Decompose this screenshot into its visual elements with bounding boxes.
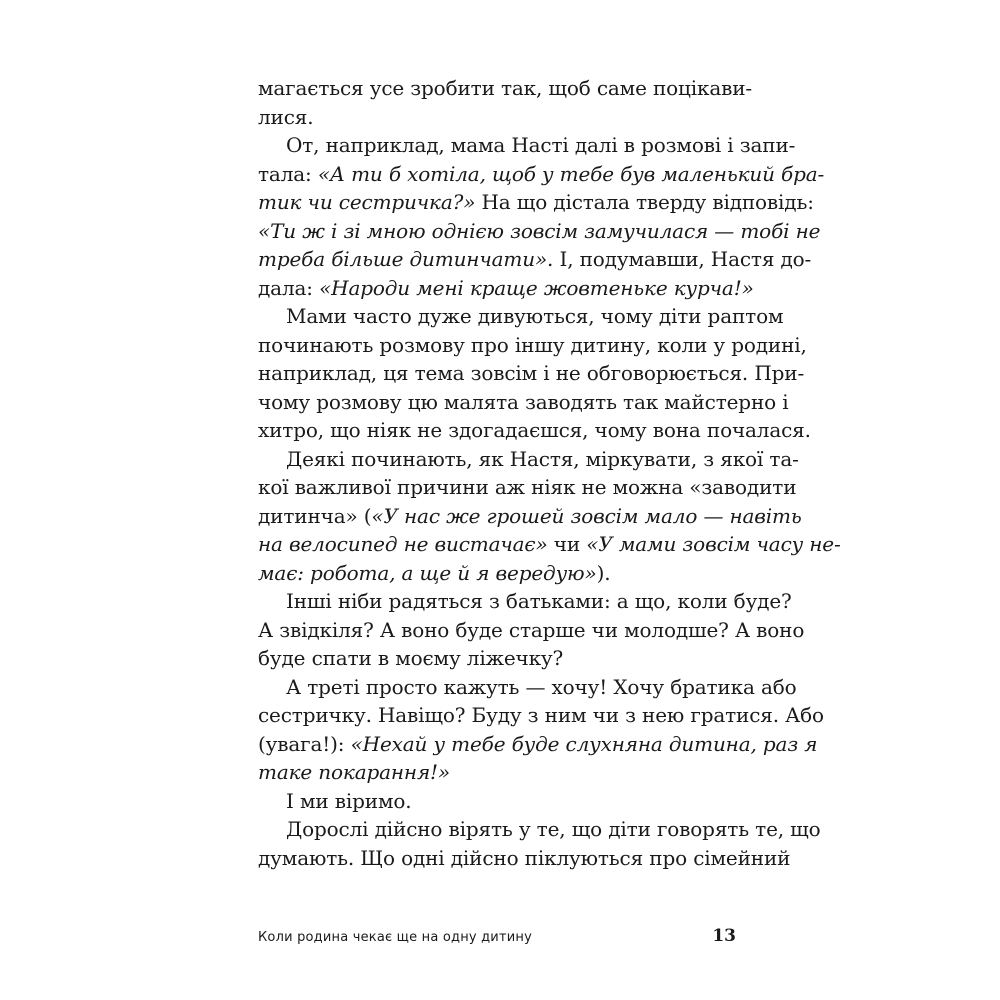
- italic-quote-text: треба більше дитинчати»: [258, 247, 548, 271]
- text-segment: Мами часто дуже дивуються, чому діти раптом: [286, 304, 784, 328]
- text-line: [258, 359, 805, 387]
- italic-quote-text: таке покарання!»: [258, 760, 451, 784]
- text-segment: . І, подумавши, Настя до-: [547, 247, 812, 271]
- text-segment: На що дістала тверду відповідь:: [475, 190, 814, 214]
- italic-quote-text: «У мами зовсім часу не-: [586, 532, 841, 556]
- text-line: [258, 274, 754, 302]
- text-line: [258, 217, 821, 245]
- italic-quote-text: тик чи сестричка?»: [258, 190, 476, 214]
- text-line: [258, 160, 825, 188]
- text-line: [258, 445, 799, 473]
- text-segment: буде спати в моєму ліжечку?: [258, 646, 564, 670]
- text-line: [258, 673, 797, 701]
- text-segment: починають розмову про іншу дитину, коли у родині,: [258, 332, 807, 357]
- text-segment: От, наприклад, мама Насті далі в розмові і запи-: [286, 133, 796, 157]
- text-segment: Деякі починають, як Настя, міркувати, з якої та-: [286, 446, 799, 471]
- text-segment: хитро, що ніяк не здогадаєшся, чому вона почалася.: [258, 418, 811, 442]
- text-line: [258, 388, 789, 416]
- text-segment: дала:: [258, 275, 320, 300]
- text-segment: Інші ніби радяться з батьками: а що, коли буде?: [286, 589, 792, 613]
- text-segment: магається усе зробити так, щоб саме поцікави-: [258, 76, 753, 100]
- text-line: [258, 331, 807, 359]
- text-line: [258, 103, 740, 131]
- text-segment: А треті просто кажуть — хочу! Хочу братика або: [286, 674, 797, 699]
- text-line: [258, 302, 784, 330]
- text-line: [258, 644, 740, 672]
- text-line: [258, 758, 740, 786]
- text-segment: А звідкіля? А воно буде старше чи молодше? А воно: [258, 617, 805, 642]
- text-line: [258, 530, 841, 558]
- text-segment: чи: [547, 532, 587, 556]
- italic-quote-text: «А ти б хотіла, щоб у тебе був маленький бра-: [317, 161, 825, 186]
- italic-quote-text: «Ти ж і зі мною однією зовсім замучилася — тобі не: [258, 218, 821, 243]
- page-number: 13: [712, 926, 736, 946]
- text-line: [258, 844, 791, 872]
- text-line: [258, 188, 814, 216]
- text-segment: тала:: [258, 161, 318, 186]
- text-line: [258, 587, 792, 615]
- text-line: [258, 502, 802, 530]
- italic-quote-text: «Народи мені краще жовтеньке курча!»: [319, 275, 754, 300]
- text-line: [258, 730, 818, 758]
- text-line: [258, 616, 805, 644]
- text-segment: кої важливої причини аж ніяк не можна «заводити: [258, 475, 797, 499]
- italic-quote-text: «У нас же грошей зовсім мало — навіть: [371, 503, 802, 528]
- text-line: [258, 74, 753, 102]
- text-line: [258, 559, 740, 587]
- text-segment: думають. Що одні дійсно піклуються про сімейний: [258, 845, 791, 870]
- text-line: [258, 416, 811, 444]
- page-footer: [258, 926, 740, 950]
- text-line: [258, 473, 797, 501]
- text-segment: (увага!):: [258, 731, 351, 756]
- text-line: [258, 245, 812, 273]
- text-line: [258, 787, 740, 815]
- text-segment: Дорослі дійсно вірять у те, що діти говорять те, що: [286, 817, 821, 841]
- text-line: [258, 815, 821, 843]
- text-segment: лися.: [258, 104, 314, 129]
- running-title: Коли родина чекає ще на одну дитину: [258, 930, 532, 945]
- italic-quote-text: має: робота, а ще й я вередую»: [258, 560, 597, 585]
- text-segment: дитинча» (: [258, 503, 372, 528]
- italic-quote-text: на велосипед не вистачає»: [258, 532, 548, 556]
- italic-quote-text: «Нехай у тебе буде слухняна дитина, раз я: [350, 731, 818, 756]
- text-segment: сестричку. Навіщо? Буду з ним чи з нею гратися. Або: [258, 703, 824, 727]
- text-segment: наприклад, ця тема зовсім і не обговорюється. При-: [258, 361, 805, 385]
- text-segment: чому розмову цю малята заводять так майстерно і: [258, 389, 789, 414]
- text-segment: ).: [596, 560, 611, 585]
- text-line: [258, 701, 824, 729]
- text-segment: І ми віримо.: [286, 788, 412, 813]
- text-line: [258, 131, 796, 159]
